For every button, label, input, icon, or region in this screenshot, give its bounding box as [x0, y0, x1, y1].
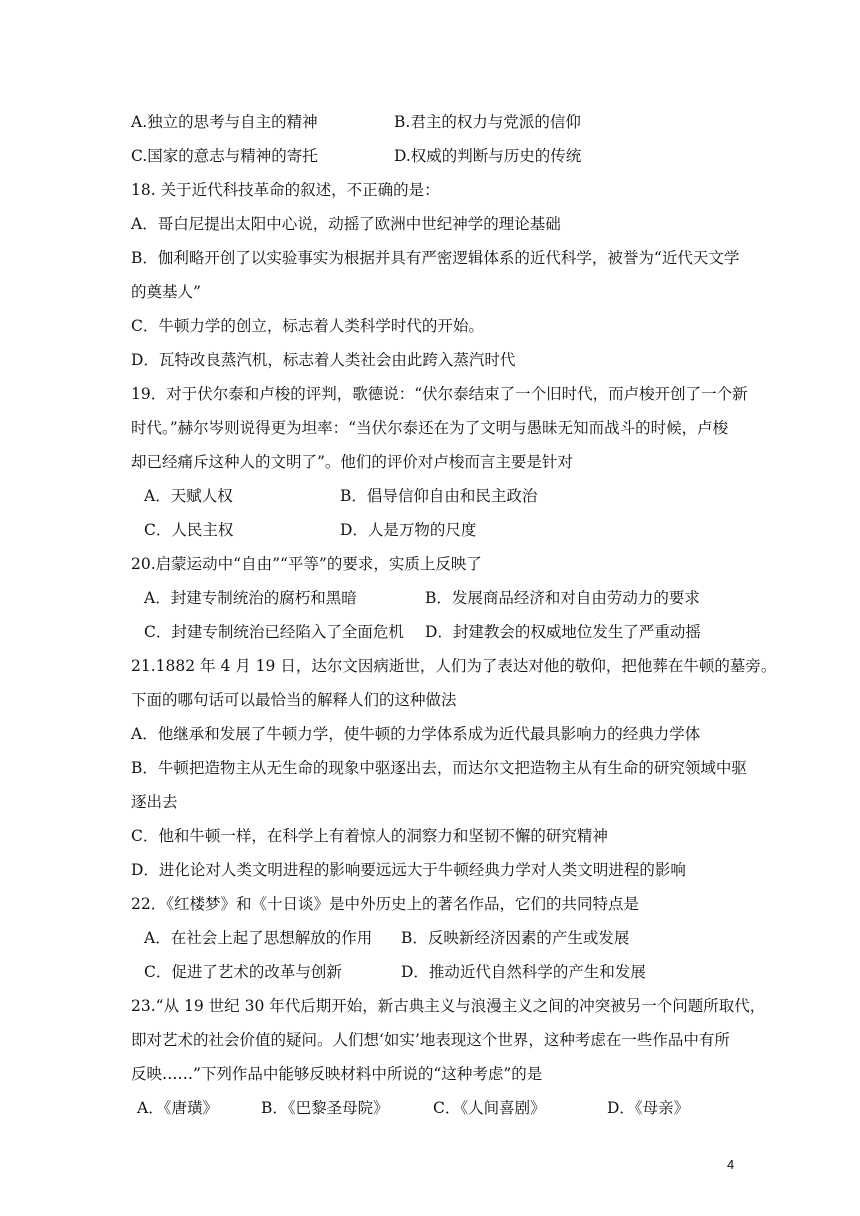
q23-option-a: A．《唐璜》 — [137, 1099, 218, 1117]
q22-option-b: B．反映新经济因素的产生或发展 — [401, 929, 630, 947]
q22-option-d: D．推动近代自然科学的产生和发展 — [401, 963, 646, 981]
q17-option-c: C.国家的意志与精神的寄托 — [131, 147, 318, 165]
q21-option-b-line2: 逐出去 — [131, 793, 178, 811]
q21-option-d: D．进化论对人类文明进程的影响要远远大于牛顿经典力学对人类文明进程的影响 — [131, 861, 686, 879]
q19-option-a: A．天赋人权 — [144, 487, 233, 505]
q19-option-c: C．人民主权 — [144, 521, 234, 539]
q22-option-a: A．在社会上起了思想解放的作用 — [144, 929, 373, 947]
q23-option-c: C．《人间喜剧》 — [433, 1099, 546, 1117]
q19-stem-line3: 却已经痛斥这种人的文明了”。他们的评价对卢梭而言主要是针对 — [131, 453, 573, 471]
q23-option-b: B．《巴黎圣母院》 — [261, 1099, 389, 1117]
q21-option-c: C．他和牛顿一样，在科学上有着惊人的洞察力和坚韧不懈的研究精神 — [131, 827, 608, 845]
q23-stem-line2: 即对艺术的社会价值的疑问。人们想‘如实’地表现这个世界，这种考虑在一些作品中有所 — [131, 1031, 730, 1049]
q20-option-c: C．封建专制统治已经陷入了全面危机 — [144, 623, 404, 641]
q23-stem-line3: 反映……”下列作品中能够反映材料中所说的“这种考虑”的是 — [131, 1065, 543, 1083]
q18-option-b-line2: 的奠基人” — [131, 283, 201, 301]
q18-option-a: A．哥白尼提出太阳中心说，动摇了欧洲中世纪神学的理论基础 — [131, 215, 561, 233]
q18-option-b-line1: B．伽利略开创了以实验事实为根据并具有严密逻辑体系的近代科学，被誉为“近代天文学 — [131, 249, 740, 267]
q19-stem-line2: 时代。”赫尔岑则说得更为坦率：“当伏尔泰还在为了文明与愚昧无知而战斗的时候，卢梭 — [131, 419, 729, 437]
q20-option-a: A．封建专制统治的腐朽和黑暗 — [144, 589, 357, 607]
q21-option-a: A．他继承和发展了牛顿力学，使牛顿的力学体系成为近代最具影响力的经典力学体 — [131, 725, 701, 743]
q17-option-a: A.独立的思考与自主的精神 — [131, 113, 318, 131]
q22-option-c: C．促进了艺术的改革与创新 — [144, 963, 342, 981]
q21-stem-line1: 21.1882 年 4 月 19 日，达尔文因病逝世，人们为了表达对他的敬仰，把他葬在牛顿的墓旁。 — [131, 657, 777, 675]
page-number: 4 — [727, 1157, 735, 1172]
q18-option-c: C．牛顿力学的创立，标志着人类科学时代的开始。 — [131, 317, 484, 335]
q21-stem-line2: 下面的哪句话可以最恰当的解释人们的这种做法 — [131, 691, 457, 709]
q23-stem-line1: 23.“从 19 世纪 30 年代后期开始，新古典主义与浪漫主义之间的冲突被另一个问题所取代， — [131, 997, 766, 1015]
q20-option-b: B．发展商品经济和对自由劳动力的要求 — [425, 589, 700, 607]
q17-option-d: D.权威的判断与历史的传统 — [394, 147, 582, 165]
q20-option-d: D．封建教会的权威地位发生了严重动摇 — [425, 623, 701, 641]
q18-stem: 18. 关于近代科技革命的叙述，不正确的是： — [131, 181, 440, 199]
q20-stem: 20.启蒙运动中“自由”“平等”的要求，实质上反映了 — [131, 555, 482, 573]
q19-option-b: B．倡导信仰自由和民主政治 — [340, 487, 538, 505]
q21-option-b-line1: B．牛顿把造物主从无生命的现象中驱逐出去，而达尔文把造物主从有生命的研究领域中驱 — [131, 759, 747, 777]
q19-stem-line1: 19．对于伏尔泰和卢梭的评判，歌德说：“伏尔泰结束了一个旧时代，而卢梭开创了一个新 — [131, 385, 748, 403]
q17-option-b: B.君主的权力与党派的信仰 — [394, 113, 581, 131]
q19-option-d: D．人是万物的尺度 — [340, 521, 477, 539]
q23-option-d: D．《母亲》 — [607, 1099, 690, 1117]
q22-stem: 22．《红楼梦》和《十日谈》是中外历史上的著名作品，它们的共同特点是 — [131, 895, 639, 913]
q18-option-d: D．瓦特改良蒸汽机，标志着人类社会由此跨入蒸汽时代 — [131, 351, 516, 369]
